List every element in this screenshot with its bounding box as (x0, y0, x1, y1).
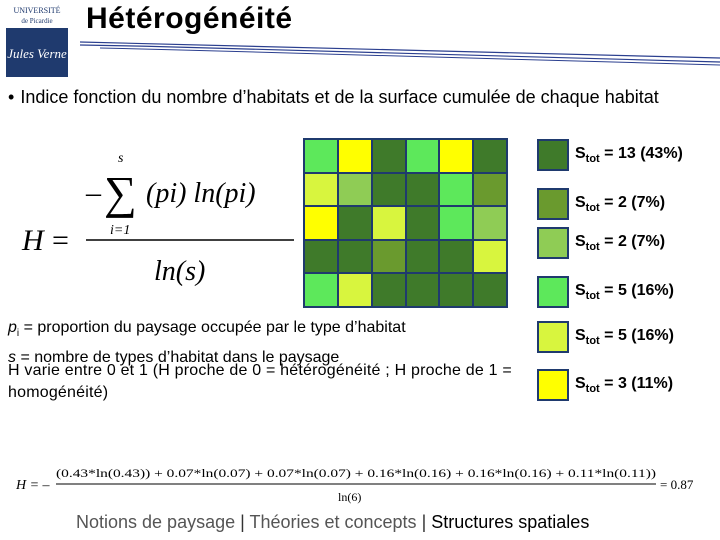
legend-item (537, 187, 665, 221)
formula-minus: – (86, 176, 101, 209)
page-title: Hétérogénéité (86, 2, 293, 35)
habitat-grid (303, 138, 508, 308)
habitat-cell (339, 274, 371, 306)
formula-sum-term: (pi) ln(pi) (146, 178, 256, 209)
university-logo-graphic (4, 3, 70, 79)
definition-pi-sub: i (16, 328, 20, 340)
habitat-cell (373, 174, 405, 206)
habitat-cell (407, 174, 439, 206)
legend-item (537, 320, 674, 354)
footer-breadcrumb (76, 512, 716, 533)
habitat-cell (440, 140, 472, 172)
habitat-cell (339, 140, 371, 172)
habitat-cell (407, 140, 439, 172)
entropy-formula (14, 146, 304, 296)
logo-line-1: UNIVERSITÉ (13, 6, 61, 15)
definition-s-var: s (8, 349, 16, 367)
habitat-cell (407, 241, 439, 273)
bullet-text-content: Indice fonction du nombre d’habitats et de la surface cumulée de chaque habitat (20, 87, 659, 107)
definition-s-text: = nombre de types d’habitat dans le paysage (16, 349, 340, 367)
habitat-cell (474, 274, 506, 306)
logo-line-3: Jules Verne (7, 46, 67, 61)
range-explanation: H varie entre 0 et 1 (H proche de 0 = hétérogénéité ; H proche de 1 = homogénéité) (8, 362, 512, 401)
calculation-formula (16, 463, 706, 509)
habitat-cell (373, 241, 405, 273)
habitat-cell (474, 241, 506, 273)
footer-part-3: Structures spatiales (431, 512, 590, 532)
habitat-cell (305, 241, 337, 273)
legend-label: $S_{tot} = 13$ (43%) (575, 144, 683, 166)
formula-sum-bottom: i=1 (110, 223, 131, 238)
calc-result: = 0.87 (660, 477, 694, 492)
footer-sep-2: | (416, 512, 432, 532)
calc-numerator: (0.43*ln(0.43)) + 0.07*ln(0.07) + 0.07*ln(0.07) + 0.16*ln(0.16) + 0.16*ln(0.16) + 0.11*ln(0.11)) (56, 468, 657, 480)
habitat-cell (474, 207, 506, 239)
habitat-cell (407, 274, 439, 306)
legend-item (537, 368, 673, 402)
legend-item (537, 138, 683, 172)
habitat-cell (339, 241, 371, 273)
formula-denominator: ln(s) (154, 256, 206, 287)
habitat-cell (305, 174, 337, 206)
habitat-cell (440, 274, 472, 306)
habitat-cell (440, 207, 472, 239)
title-underline-decoration (80, 40, 720, 66)
formula-equals: = (52, 224, 69, 257)
legend-label: $S_{tot} = 5$ (16%) (575, 281, 674, 303)
legend-swatch (537, 139, 569, 171)
definition-pi-text: = proportion du paysage occupée par le type d’habitat (19, 319, 406, 336)
habitat-cell (339, 174, 371, 206)
habitat-cell (339, 207, 371, 239)
legend-item (537, 275, 674, 309)
calc-denominator: ln(6) (338, 490, 362, 504)
formula-sigma: ∑ (104, 167, 137, 218)
habitat-cell (373, 140, 405, 172)
formula-lhs: H (22, 224, 44, 257)
legend-label: $S_{tot} = 5$ (16%) (575, 326, 674, 348)
footer-sep-1: | (235, 512, 250, 532)
habitat-cell (440, 241, 472, 273)
legend-swatch (537, 321, 569, 353)
legend-item (537, 226, 665, 260)
logo-line-2: de Picardie (21, 17, 53, 25)
legend-label: $S_{tot} = 3$ (11%) (575, 374, 674, 396)
habitat-cell (305, 207, 337, 239)
footer-part-2: Théories et concepts (249, 512, 417, 532)
habitat-cell (474, 174, 506, 206)
habitat-cell (373, 207, 405, 239)
legend-swatch (537, 188, 569, 220)
bullet-dot-icon: • (8, 87, 15, 107)
legend-swatch (537, 276, 569, 308)
legend-swatch (537, 227, 569, 259)
bullet-text (8, 86, 708, 108)
legend-label: $S_{tot} = 2$ (7%) (575, 193, 666, 215)
habitat-cell (440, 174, 472, 206)
habitat-cell (305, 274, 337, 306)
legend-swatch (537, 369, 569, 401)
definition-pi (8, 316, 518, 346)
formula-sum-top: s (118, 151, 124, 166)
university-logo (4, 3, 70, 79)
habitat-cell (474, 140, 506, 172)
legend-label: $S_{tot} = 2$ (7%) (575, 232, 666, 254)
habitat-cell (373, 274, 405, 306)
habitat-cell (407, 207, 439, 239)
habitat-cell (305, 140, 337, 172)
definition-pi-var: p (8, 319, 17, 336)
calc-lhs: H = – (16, 478, 50, 493)
footer-part-1: Notions de paysage (76, 512, 236, 532)
